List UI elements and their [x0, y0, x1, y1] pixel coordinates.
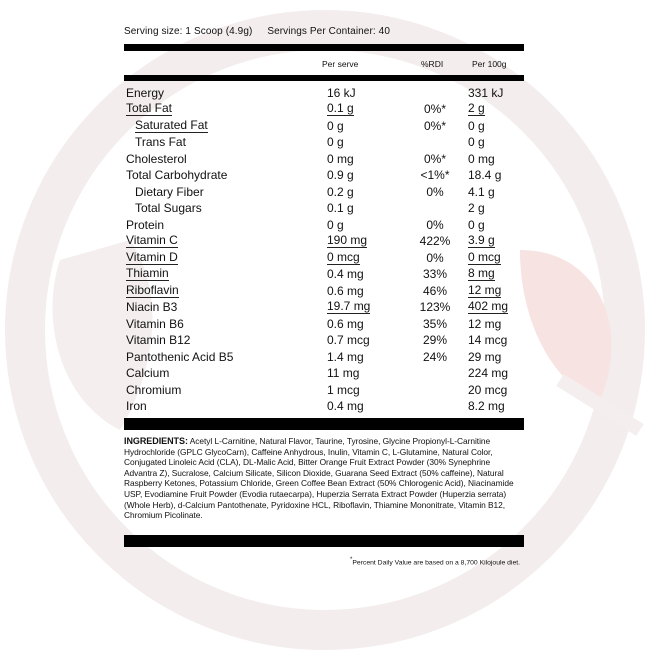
table-row: [124, 380, 524, 397]
per-serve-value: 1 mcg: [327, 382, 360, 397]
per-serve-value: 0 g: [327, 135, 344, 149]
ingredients-text: Acetyl L-Carnitine, Natural Flavor, Taurine, Tyrosine, Glycine Propionyl-L-Carnitine Hydrochloride (GPLC GlycoCarn), Caffeine Anhydrous, Inulin, Vitamin C, L-Glutamine, Natural Color, Conjugated Linoleic Acid (CLA), DL-Malic Acid, Bitter Orange Fruit Extract Powder (30% Synephrine Advantra Z), Sucralose, Calcium Silicate, Silicon Dioxide, Guarana Seed Extract (50% caffeine), Natural Raspberry Ketones, Potassium Chloride, Green Coffee Bean Extract (50% Chlorogenic Acid), Niacinamide USP, Evodiamine Fruit Powder (Evodia rutaecarpa), Huperzia Serrata Extract Powder (Huperzia serrata) (Whole Herb), d-Calcium Pantothenate, Pyridoxine HCL, Riboflavin, Thiamine Mononitrate, Vitamin B12, Chromium Picolinate.: [124, 436, 514, 521]
nutrient-name: Iron: [126, 399, 147, 413]
table-row: [124, 133, 524, 150]
per-serve-value: 1.4 mg: [327, 349, 364, 364]
table-row: [124, 199, 524, 216]
table-row: [124, 83, 524, 100]
per-serve-value: 0.4 mg: [327, 267, 364, 281]
per-100g-value: 224 mg: [468, 366, 509, 380]
divider-top: [124, 44, 524, 51]
footnote-mark: *: [350, 556, 353, 563]
nutrient-table: [124, 83, 524, 413]
nutrient-name: Vitamin D: [126, 249, 178, 264]
per-100g-value: 0 g: [468, 217, 485, 232]
nutrient-name: Thiamin: [126, 266, 169, 280]
rdi-value: 422%: [419, 234, 451, 248]
divider-header: [124, 75, 524, 81]
rdi-value: 24%: [422, 349, 448, 364]
table-row: [124, 298, 524, 315]
per-100g-value: 2 g: [468, 201, 485, 215]
per-serve-value: 0.9 g: [327, 168, 354, 182]
per-serve-value: 19.7 mg: [327, 299, 371, 313]
nutrient-name: Total Carbohydrate: [126, 168, 228, 182]
table-row: [124, 314, 524, 331]
table-row: [124, 232, 524, 249]
nutrient-name: Saturated Fat: [135, 117, 208, 132]
per-serve-value: 0.4 mg: [327, 399, 364, 413]
nutrient-name: Riboflavin: [126, 282, 179, 297]
nutrient-name: Protein: [126, 217, 165, 232]
header-rdi: %RDI: [421, 59, 444, 69]
per-serve-value: 0 mg: [327, 151, 354, 166]
per-100g-value: 12 mg: [468, 282, 502, 297]
per-100g-value: 20 mcg: [468, 382, 508, 397]
per-100g-value: 8.2 mg: [468, 399, 505, 413]
per-100g-value: 12 mg: [468, 316, 502, 331]
rdi-value: <1%*: [420, 168, 450, 182]
per-100g-value: 29 mg: [468, 349, 502, 364]
nutrient-name: Total Fat: [126, 101, 173, 115]
rdi-value: 0%: [426, 217, 444, 232]
serving-size: Serving size: 1 Scoop (4.9g): [124, 26, 253, 37]
ingredients-label: INGREDIENTS:: [124, 436, 188, 446]
rdi-value: 123%: [419, 300, 451, 314]
nutrient-name: Vitamin B6: [126, 316, 184, 331]
nutrient-name: Chromium: [126, 382, 182, 397]
table-row: [124, 215, 524, 232]
per-serve-value: 0 g: [327, 118, 344, 133]
nutrient-name: Pantothenic Acid B5: [126, 349, 234, 364]
per-100g-value: 4.1 g: [468, 184, 495, 199]
per-serve-value: 0.6 mg: [327, 316, 364, 331]
table-row: [124, 248, 524, 265]
header-per-serve: Per serve: [322, 59, 359, 69]
per-serve-value: 16 kJ: [327, 85, 356, 100]
rdi-value: 46%: [422, 283, 448, 298]
per-serve-value: 0 mcg: [327, 249, 360, 264]
footnote-text: Percent Daily Value are based on a 8,700 Kilojoule diet.: [352, 559, 520, 567]
table-row: [124, 397, 524, 414]
per-100g-value: 3.9 g: [468, 233, 495, 247]
nutrient-name: Energy: [126, 85, 165, 100]
rdi-value: 0%*: [423, 151, 446, 166]
column-headers: [124, 51, 524, 73]
serving-info: [124, 24, 524, 40]
per-100g-value: 14 mcg: [468, 333, 508, 347]
rdi-value: 33%: [422, 267, 448, 281]
per-100g-value: 0 mg: [468, 151, 495, 166]
ingredients-block: [124, 436, 520, 521]
nutrient-name: Total Sugars: [135, 201, 202, 215]
per-100g-value: 0 mcg: [468, 249, 501, 264]
table-row: [124, 331, 524, 348]
nutrient-name: Dietary Fiber: [135, 184, 204, 199]
table-row: [124, 149, 524, 166]
servings-per-container: Servings Per Container: 40: [267, 26, 390, 37]
table-row: [124, 100, 524, 117]
per-100g-value: 0 g: [468, 135, 485, 149]
table-row: [124, 281, 524, 298]
nutrient-name: Niacin B3: [126, 300, 178, 314]
table-row: [124, 166, 524, 183]
nutrition-panel: [124, 24, 524, 566]
per-serve-value: 11 mg: [327, 366, 360, 380]
per-serve-value: 0.1 g: [327, 201, 354, 215]
table-row: [124, 364, 524, 381]
per-serve-value: 0.1 g: [327, 101, 354, 115]
per-serve-value: 0.2 g: [327, 184, 354, 199]
divider-bottom: [124, 535, 524, 547]
per-100g-value: 18.4 g: [468, 168, 502, 182]
nutrient-name: Trans Fat: [135, 135, 186, 149]
rdi-value: 0%*: [423, 102, 446, 116]
footnote: [124, 557, 524, 566]
per-100g-value: 2 g: [468, 101, 485, 115]
header-per-100g: Per 100g: [472, 59, 507, 69]
table-row: [124, 116, 524, 133]
per-serve-value: 0 g: [327, 217, 344, 232]
rdi-value: 0%*: [423, 118, 446, 133]
per-serve-value: 190 mg: [327, 233, 368, 247]
per-serve-value: 0.7 mcg: [327, 333, 370, 347]
rdi-value: 29%: [422, 333, 448, 347]
table-row: [124, 347, 524, 364]
rdi-value: 0%: [426, 184, 444, 199]
per-serve-value: 0.6 mg: [327, 283, 364, 298]
per-100g-value: 331 kJ: [468, 85, 504, 100]
table-row: [124, 265, 524, 282]
nutrient-name: Calcium: [126, 366, 170, 380]
divider-ingredients: [124, 418, 524, 430]
table-row: [124, 182, 524, 199]
per-100g-value: 402 mg: [468, 299, 509, 313]
per-100g-value: 0 g: [468, 118, 485, 133]
per-100g-value: 8 mg: [468, 266, 495, 280]
nutrient-name: Cholesterol: [126, 151, 187, 166]
rdi-value: 35%: [422, 316, 448, 331]
nutrient-name: Vitamin B12: [126, 333, 191, 347]
nutrient-name: Vitamin C: [126, 233, 178, 247]
rdi-value: 0%: [426, 250, 444, 265]
